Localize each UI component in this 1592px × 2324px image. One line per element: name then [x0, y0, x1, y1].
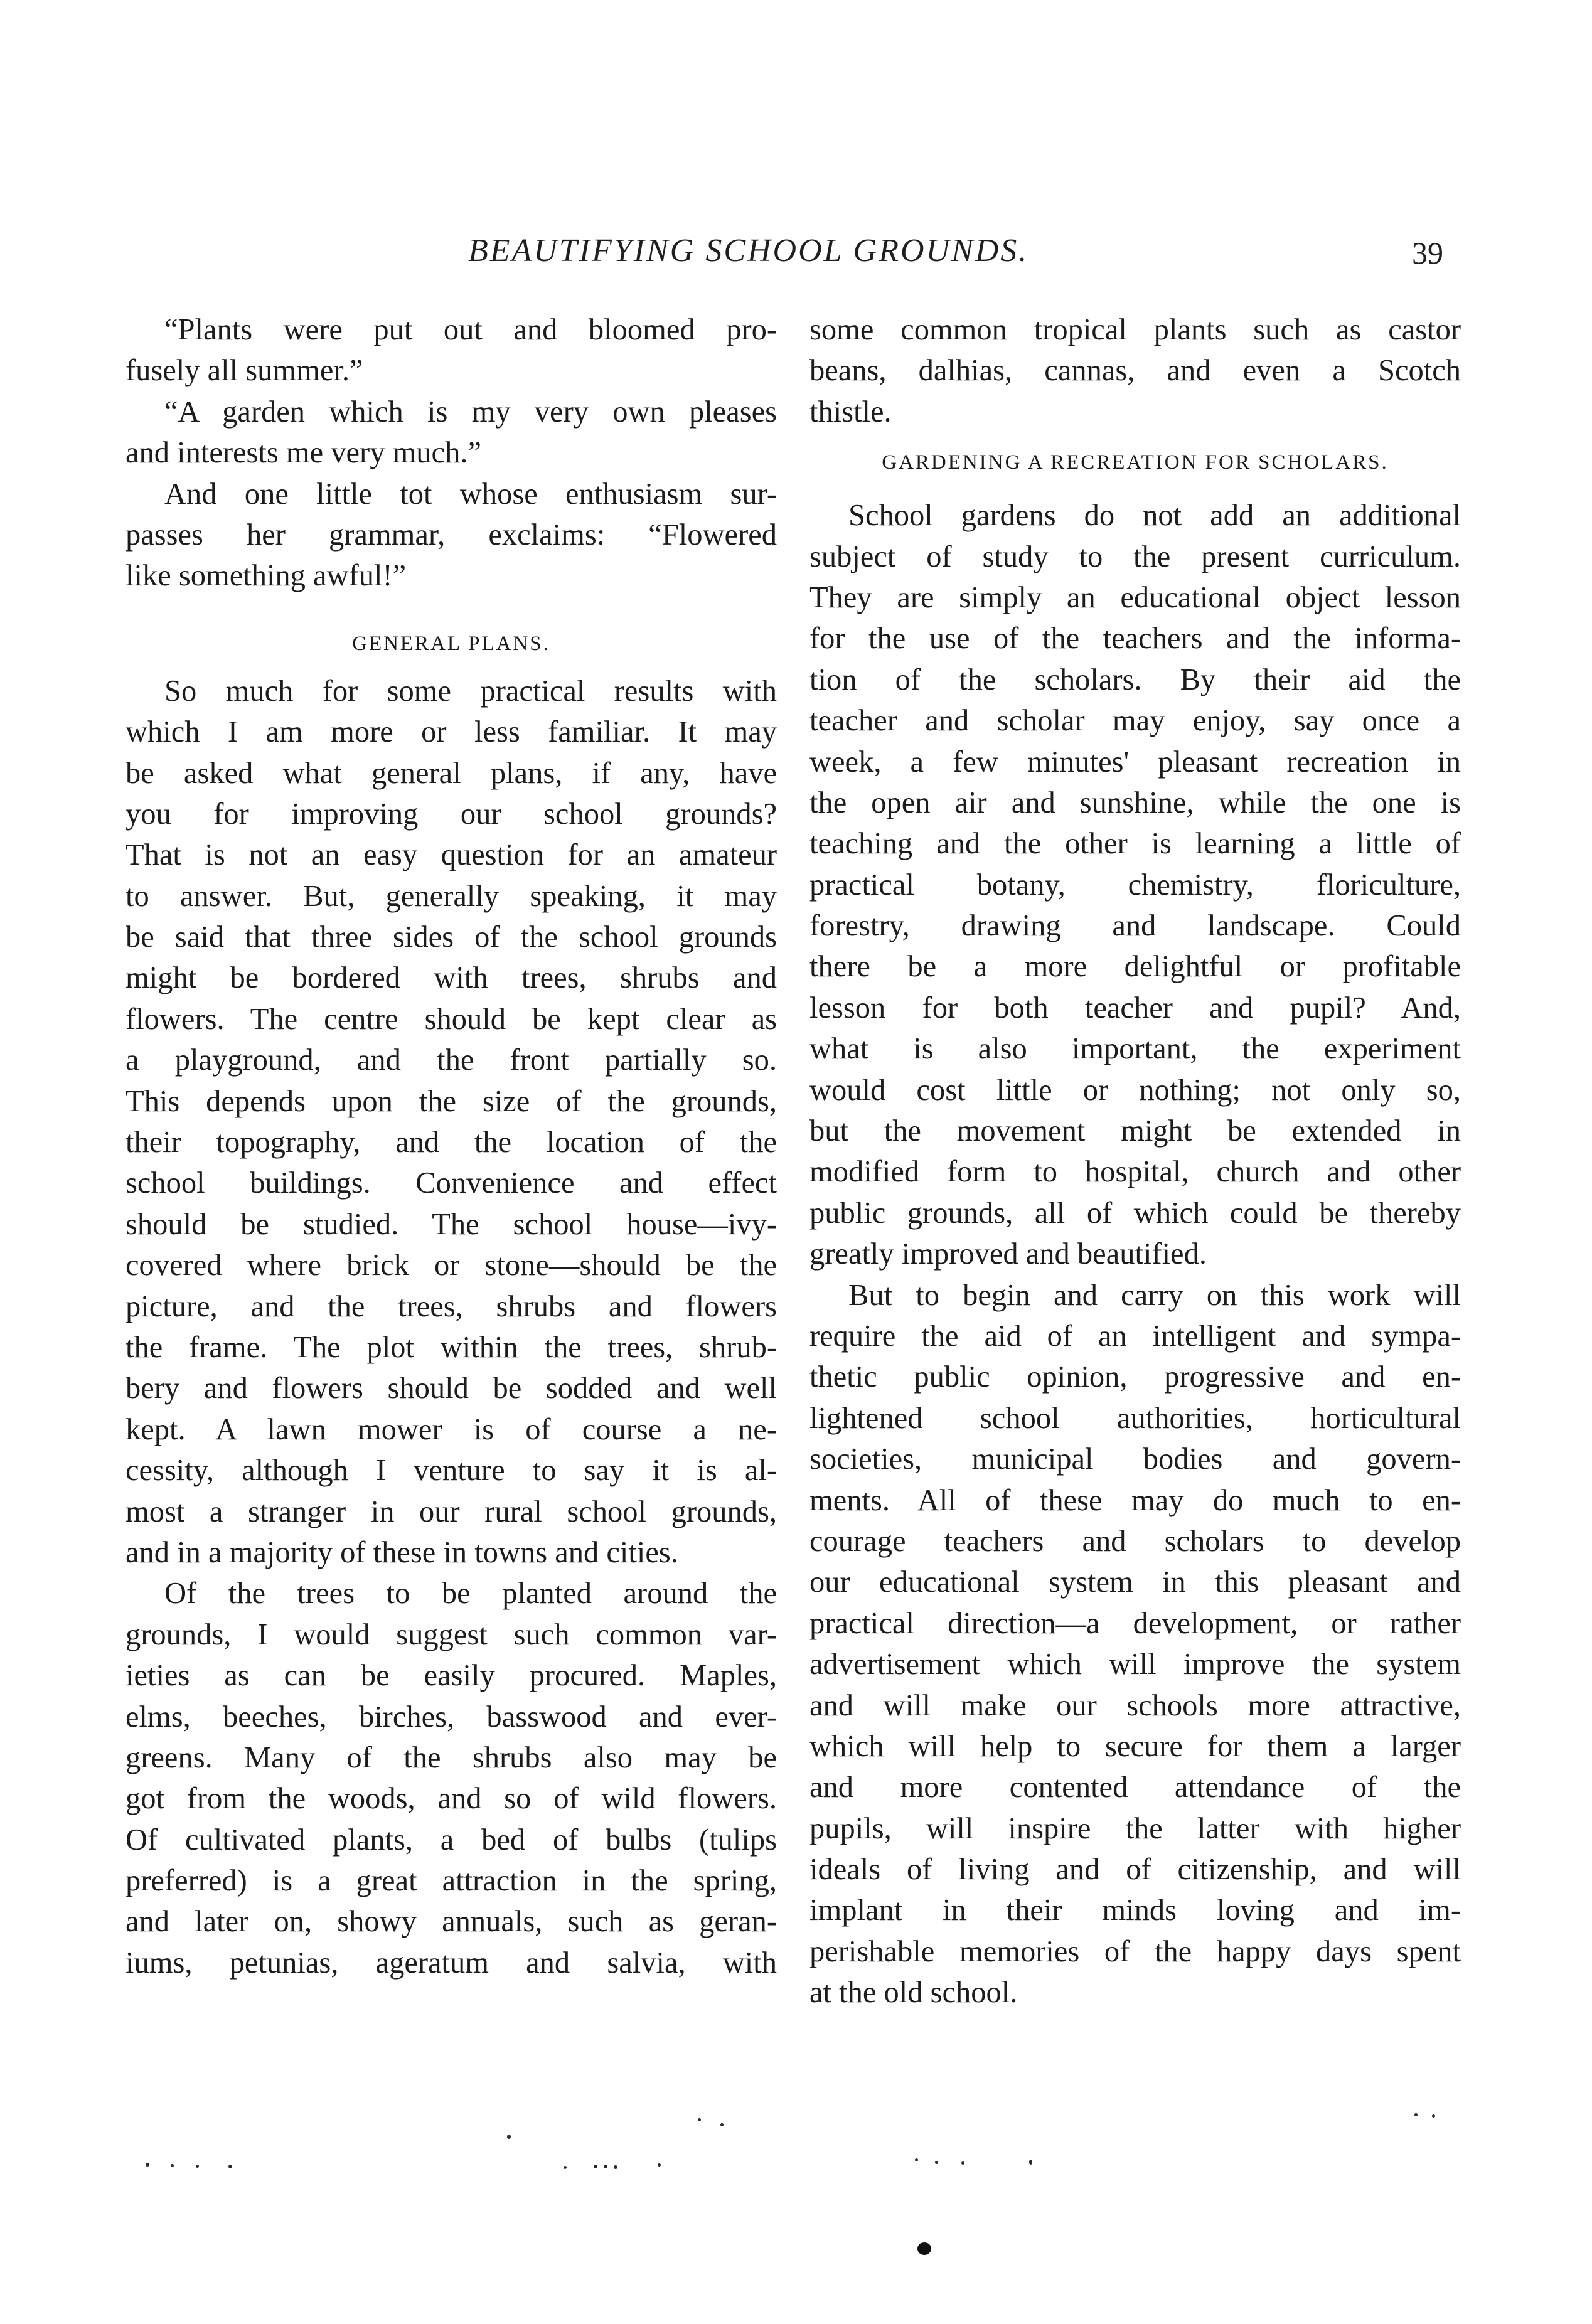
text-line: and will make our schools more attractive, — [809, 1688, 1461, 1722]
text-line: School gardens do not add an additional — [848, 499, 1461, 533]
ink-speck — [720, 2123, 724, 2126]
text-line: practical direction—a development, or rather — [809, 1606, 1461, 1640]
text-line: societies, municipal bodies and govern- — [809, 1442, 1461, 1476]
ink-speck — [1414, 2113, 1418, 2116]
text-line: our educational system in this pleasant and — [809, 1565, 1461, 1599]
left-column — [126, 309, 777, 1983]
text-line: elms, beeches, birches, basswood and ever- — [126, 1700, 777, 1734]
text-line: covered where brick or stone—should be the — [126, 1249, 777, 1282]
text-line: public grounds, all of which could be thereby — [809, 1196, 1461, 1230]
text-line: be asked what general plans, if any, have — [126, 756, 777, 790]
text-line: the frame. The plot within the trees, shrub- — [126, 1330, 777, 1364]
text-line: greens. Many of the shrubs also may be — [126, 1740, 777, 1774]
ink-speck — [1029, 2160, 1032, 2165]
text-line: some common tropical plants such as castor — [809, 313, 1461, 346]
text-line: kept. A lawn mower is of course a ne- — [126, 1412, 777, 1446]
text-line: like something awful!” — [126, 559, 407, 593]
ink-speck — [564, 2166, 567, 2169]
text-line: at the old school. — [809, 1976, 1018, 2010]
text-line: pupils, will inspire the latter with higher — [809, 1811, 1461, 1845]
text-line: tion of the scholars. By their aid the — [809, 663, 1461, 696]
text-line: teacher and scholar may enjoy, say once a — [809, 704, 1461, 738]
text-line: for the use of the teachers and the informa- — [809, 622, 1461, 656]
text-line: be said that three sides of the school grounds — [126, 920, 777, 954]
text-line: subject of study to the present curriculum. — [809, 540, 1461, 573]
text-line: iums, petunias, ageratum and salvia, with — [126, 1946, 777, 1980]
text-line: might be bordered with trees, shrubs and — [126, 961, 777, 995]
text-line: picture, and the trees, shrubs and flowers — [126, 1289, 777, 1323]
text-line: to answer. But, generally speaking, it may — [126, 879, 777, 913]
text-line: That is not an easy question for an amateur — [126, 838, 777, 872]
ink-speck — [604, 2165, 607, 2168]
text-line: grounds, I would suggest such common var- — [126, 1618, 777, 1651]
text-line: bery and flowers should be sodded and well — [126, 1372, 777, 1405]
text-line: their topography, and the location of the — [126, 1126, 777, 1159]
text-line: you for improving our school grounds? — [126, 797, 777, 831]
section-heading-gardening-recreation: GARDENING A RECREATION FOR SCHOLARS. — [882, 451, 1389, 474]
ink-speck — [961, 2161, 964, 2165]
text-line: but the movement might be extended in — [809, 1114, 1461, 1148]
text-line: beans, dalhias, cannas, and even a Scotch — [809, 354, 1461, 388]
text-line: Of cultivated plants, a bed of bulbs (tulips — [126, 1823, 777, 1857]
text-line: thetic public opinion, progressive and en- — [809, 1360, 1461, 1394]
text-line: perishable memories of the happy days spent — [809, 1934, 1461, 1968]
text-line: week, a few minutes' pleasant recreation in — [809, 745, 1461, 779]
text-line: lesson for both teacher and pupil? And, — [809, 991, 1461, 1025]
text-line: Of the trees to be planted around the — [164, 1577, 777, 1611]
text-line: most a stranger in our rural school grounds, — [126, 1495, 777, 1528]
running-head: BEAUTIFYING SCHOOL GROUNDS. — [468, 233, 1029, 269]
ink-speck — [698, 2118, 701, 2121]
text-line: passes her grammar, exclaims: “Flowered — [126, 518, 777, 552]
right-column — [809, 309, 1461, 2013]
text-line: advertisement which will improve the system — [809, 1648, 1461, 1682]
text-line: got from the woods, and so of wild flowers. — [126, 1782, 777, 1816]
text-line: implant in their minds loving and im- — [809, 1894, 1461, 1927]
ink-speck — [146, 2163, 149, 2167]
page-number: 39 — [1412, 235, 1443, 270]
text-line: and later on, showy annuals, such as geran- — [126, 1905, 777, 1939]
text-line: which I am more or less familiar. It may — [126, 715, 777, 749]
text-line: And one little tot whose enthusiasm sur- — [164, 477, 777, 511]
text-line: which will help to secure for them a larger — [809, 1729, 1461, 1763]
text-line: should be studied. The school house—ivy- — [126, 1207, 777, 1241]
ink-speck — [917, 2242, 931, 2255]
text-line: So much for some practical results with — [164, 674, 777, 708]
text-line: ieties as can be easily procured. Maples, — [126, 1659, 777, 1693]
text-line: flowers. The centre should be kept clear as — [126, 1002, 777, 1036]
text-line: practical botany, chemistry, floriculture, — [809, 868, 1461, 902]
text-line: But to begin and carry on this work will — [848, 1278, 1461, 1312]
text-line: lightened school authorities, horticultural — [809, 1401, 1461, 1435]
text-line: ments. All of these may do much to en- — [809, 1483, 1461, 1517]
text-line: courage teachers and scholars to develop — [809, 1524, 1461, 1558]
ink-speck — [614, 2165, 617, 2169]
text-line: preferred) is a great attraction in the spring, — [126, 1864, 777, 1898]
text-line: thistle. — [809, 395, 892, 429]
text-line: would cost little or nothing; not only so, — [809, 1073, 1461, 1107]
text-line: fusely all summer.” — [126, 354, 363, 388]
ink-speck — [228, 2165, 232, 2168]
text-line: the open air and sunshine, while the one is — [809, 786, 1461, 819]
text-line: greatly improved and beautified. — [809, 1237, 1207, 1271]
ink-speck — [658, 2163, 661, 2167]
section-heading-general-plans: GENERAL PLANS. — [352, 632, 550, 655]
text-line: ideals of living and of citizenship, and will — [809, 1853, 1461, 1887]
text-line: and more contented attendance of the — [809, 1771, 1461, 1804]
text-line: They are simply an educational object lesson — [809, 580, 1461, 614]
text-line: modified form to hospital, church and other — [809, 1155, 1461, 1189]
ink-speck — [171, 2164, 174, 2167]
text-line: forestry, drawing and landscape. Could — [809, 909, 1461, 943]
ink-speck — [507, 2135, 511, 2139]
text-line: teaching and the other is learning a little of — [809, 827, 1461, 861]
text-line: cessity, although I venture to say it is al- — [126, 1454, 777, 1488]
text-line: what is also important, the experiment — [809, 1032, 1461, 1066]
ink-speck — [915, 2158, 918, 2161]
text-line: school buildings. Convenience and effect — [126, 1166, 777, 1200]
text-line: This depends upon the size of the grounds, — [126, 1084, 777, 1118]
ink-speck — [1432, 2114, 1435, 2118]
text-line: “Plants were put out and bloomed pro- — [164, 313, 777, 346]
text-line: there be a more delightful or profitable — [809, 950, 1461, 984]
text-line: and interests me very much.” — [126, 436, 481, 470]
text-line: a playground, and the front partially so. — [126, 1043, 777, 1077]
ink-speck — [935, 2161, 938, 2164]
text-line: and in a majority of these in towns and cities. — [126, 1535, 678, 1569]
text-line: require the aid of an intelligent and sympa- — [809, 1319, 1461, 1353]
text-line: “A garden which is my very own pleases — [164, 395, 777, 429]
ink-speck — [594, 2165, 597, 2168]
ink-speck — [196, 2165, 199, 2168]
